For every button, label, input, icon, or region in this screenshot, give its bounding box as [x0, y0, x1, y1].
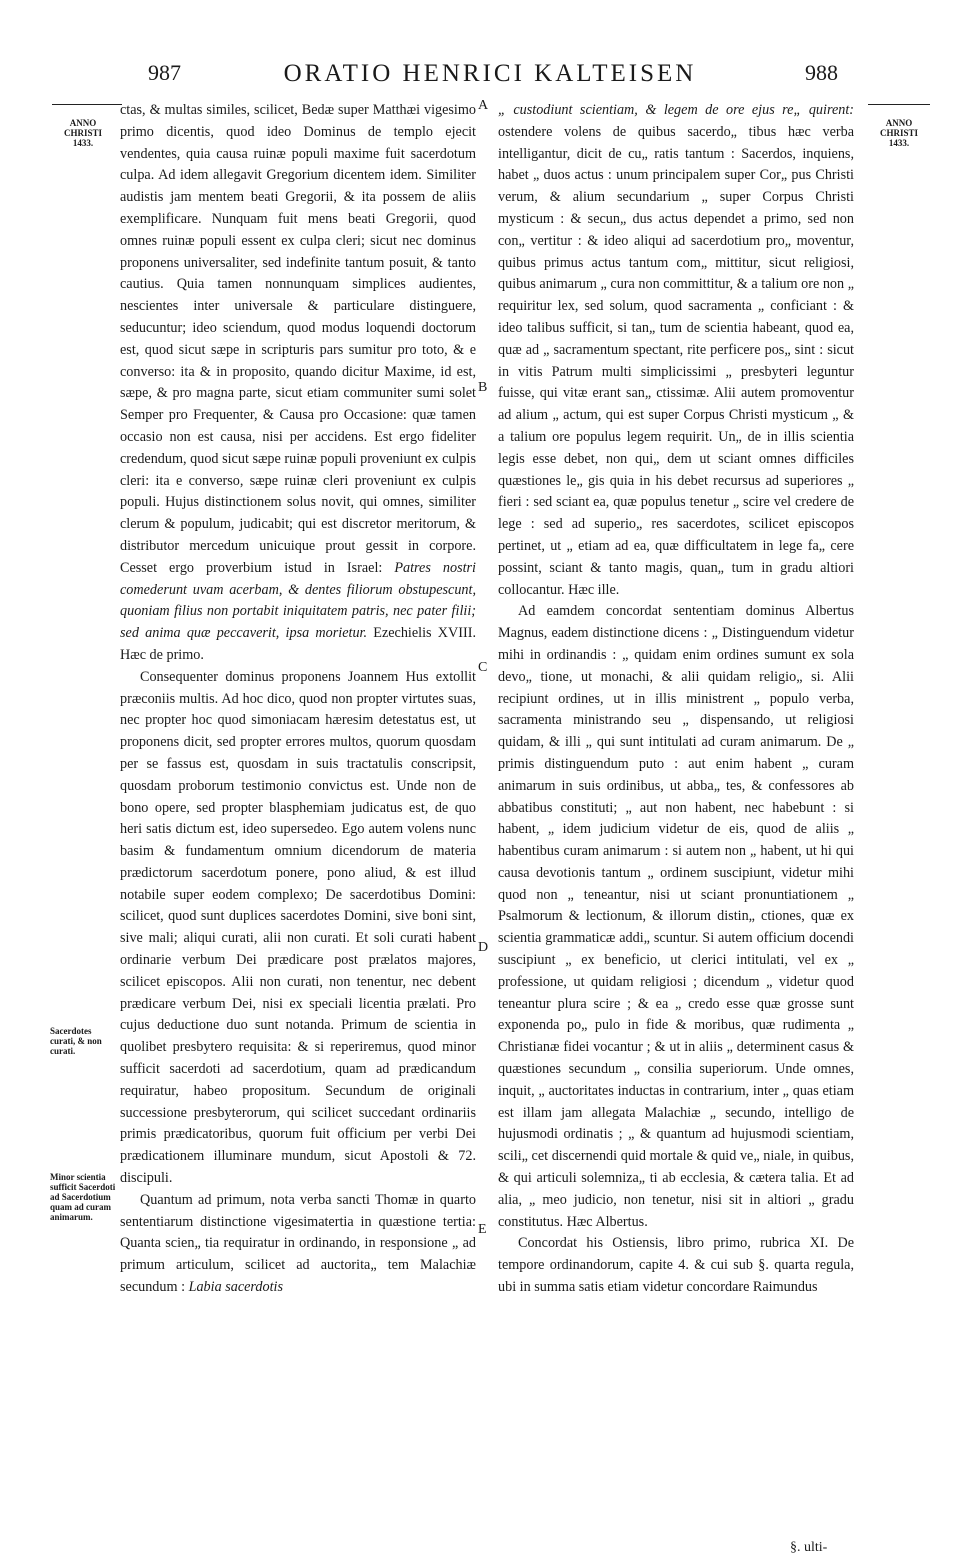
- section-letter-e: E: [478, 1222, 487, 1237]
- anno-label: ANNO: [885, 118, 913, 128]
- year-label: 1433.: [888, 138, 910, 148]
- anno-christi-left: [52, 118, 114, 148]
- left-paragraph-1-text: ctas, & multas similes, scilicet, Bedæ super Matthæi vigesimo primo dicentis, quod ideo Dominus de templo ejecit vendentes, quia causa ruinæ populi maxime fuit sacerdotum culpa. Ad idem allegavit Gregorium dicentem idem. Similiter audistis jam mentem beati Gregorii, & ita possem de aliis exemplificare. Nunquam fuit mens beati Gregorii, quod omnes ruinæ populi essent ex culpa cleri; sicut nec dominus proponens universaliter, sed indefinite tantum posuit, & tanto cautius. Quia tamen nonnunquam simplices audientes, nescientes inter universale & particulare distinguere, seducuntur; ideo sciendum, quod modus loquendi doctorum est, quod sicut sæpe in scripturis pars sumitur pro toto, & e converso: ita & in proposito, quando dicitur Maxime, id est, sæpe, & pro magna parte, sicut etiam communiter sumi solet Semper pro Frequenter, & Causa pro Occasione: quæ tamen occasio non est causa, nisi per accidens. Est ergo fideliter credendum, quod sicut sæpe ruinæ populi proveniunt ex culpis cleri: ita e converso, sæpe ruinæ cleri proveniunt ex culpis populi. Hujus distinctionem solus novit, qui omnes, similiter clerum & populum, judicabit; qui est discretor meritorum, & distributor mercedum unicuique prout gessit in corpore. Cesset ergo proverbium istud in Israel:: [120, 102, 476, 576]
- right-paragraph-1-quote: „ custodiunt scientiam, & legem de ore ejus re„ quirent:: [498, 102, 854, 118]
- right-paragraph-1: [498, 100, 854, 601]
- margin-note-sacerdotes: Sacerdotes curati, & non curati.: [50, 1026, 102, 1056]
- section-letter-d: D: [478, 940, 489, 955]
- margin-note-minor-scientia: Minor scientia sufficit Sacerdoti ad Sacerdotium quam ad curam animarum.: [50, 1172, 116, 1222]
- anno-christi-right: [868, 118, 930, 148]
- page-number-right: 988: [805, 60, 838, 85]
- left-paragraph-1: [120, 100, 476, 667]
- right-paragraph-2: Ad eamdem concordat sententiam dominus Albertus Magnus, eadem distinctione dicens : „ Distinguendum videtur mihi in ordinandis : „ quidam enim ordines sumunt ex sola devo„ tione, ut monachi, & alii quidam religio„ si. Alii recipiunt ordines, ut in illis ministrent „ populo verba, sacramenta ministrando seu „ dispensando, ut religiosi quidam, & illi „ qui sunt intitulati ad curam animarum. De „ primis distinguendum puto : aut enim habent „ curam animarum in suis ordinibus, ut abba„ tes, & confessores ab abbatibus constituti; „ aut non habent, nec habebunt : si habent, „ idem judicium videtur de eis, quod de aliis „ habentibus curam animarum : si autem non „ habent, ut hi qui causa devotionis tantum „ ordinem suscipiunt, videtur mihi quod non „ teneantur, nisi ut sciant pronuntiationem „ Psalmorum & lectionum, & illorum distin„ ctiones, quæ ex scientia grammaticæ addi„ scuntur. Si autem officium docendi suscipiunt „ ex beneficio, ut clerici intitulati, vel ex „ professione, ut quidam religiosi ; dicendum „ videtur quod teneantur plura scire ; & ea „ credo esse quæ grosse sunt exponenda po„ pulo in fide & moribus, quæ rudimenta „ Christianæ fidei vocantur ; & ut in aliis „ determinent casus & quæstiones secundum „ consilia superiorum. Unde omnes, inquit, „ auctoritates inductas in contrarium, inter „ quas etiam est illam jam allegata Malachiæ „ secundo, intelligo de hujusmodi ordinatis ; „ & quantum ad hujusmodi scientiam, scili„ cet discernendi quid mortale & quid ve„ niale, in quibus, & qui articuli solemniza„ ti ab ecclesia, & cætera talia. Et ad alia, „ meo judicio, non tenetur, nisi sit in altiori „ gradu constitutus. Hæc Albertus.: [498, 603, 854, 1230]
- section-letter-a: A: [478, 98, 489, 113]
- christi-label: CHRISTI: [63, 128, 102, 138]
- anno-label: ANNO: [69, 118, 97, 128]
- left-paragraph-1-end: Ezechielis XVIII. Hæc de primo.: [120, 625, 477, 663]
- header-rule-right: [868, 104, 930, 105]
- page-number-left: 987: [148, 60, 181, 85]
- left-paragraph-3-text: Quantum ad primum, nota verba sancti Thomæ in quarto sententiarum distinctione vigesimatertia in quæstione tertia: Quanta scien„ tia requiratur in ordinando, in responsione „ ad primum articulum, scilicet ad auctorita„ tem Malachiæ secundum :: [120, 1191, 476, 1296]
- section-letter-b: B: [478, 380, 488, 395]
- left-paragraph-1-quote: Patres nostri comederunt uvam acerbam, & dentes filiorum obstupescunt, quoniam filius non portabit iniquitatem patris, nec pater filii; sed anima quæ peccaverit, ipsa morietur.: [120, 559, 477, 642]
- header-rule-left: [52, 104, 122, 105]
- left-column: [120, 100, 476, 1299]
- right-paragraph-1-text: ostendere volens de quibus sacerdo„ tibus hæc verba intelligantur, dicit de cu„ ratis tantum : Sacerdos, inquiens, habet „ duos actus : unum principalem super Cor„ pus Christi verum, & alium secundarium „ super Corpus Christi mysticum : & secun„ dus actus dependet a primo, sed non con„ vertitur : & ideo aliqui ad sacerdotium pro„ moventur, quibus primus actus tantum com„ mittitur, sicut religiosi, quibus animarum „ cura non committitur, & a talium ore non „ requiritur lex, sed solum, quod sacramenta „ conficiant : & ideo talibus sufficit, si tan„ tum de scientia habeant, quod ea, quæ ad „ sacramentum spectant, rite perficere pos„ sint : sicut in vitis Patrum multi simplicissimi „ presbyteri leguntur fuisse, qui vitæ erant san„ ctissimæ. Alii autem promoventur ad alium „ actum, qui est super Corpus Christi mysticum „ & a talium ore populus legem requirit. Un„ de in illis scientia legis esse debet, non qui„ dem ut sciant omnes difficiles quæstiones le„ gis quia in his debet recursus ad superiores „ fieri : sed sciant ea, quæ populus tenetur „ scire vel credere de lege : sed ad superio„ res sacerdotes, scilicet episcopos pertinet, ut „ etiam ad ea, quæ difficultatem in lege fa„ cere possint, sciant & tanto magis, quan„ tum in gradu altiori collocantur. Hæc ille.: [498, 123, 854, 598]
- left-paragraph-3-quote: Labia sacerdotis: [188, 1279, 284, 1296]
- left-paragraph-3: [120, 1190, 476, 1299]
- running-title: ORATIO HENRICI KALTEISEN: [283, 60, 697, 87]
- left-paragraph-2: Consequenter dominus proponens Joannem Hus extollit præconiis multis. Ad hoc dico, quod non propter virtutes suas, nec propter hoc quod simoniacam hæresim detestatus est, ut proponens dicit, sed propter errores multos, quorum quosdam per se fassus est, quosdam in suis tractatulis conscripsit, quosdam proborum testimonio convictus est. Unde non de bono opere, sed propter blasphemiam judicatus est, de quo heri satis dictum est, ideo supersedeo. Ego autem volens nunc basim & fundamentum omnium dicendorum de materia prædictorum sacerdotum ponere, pono aliud, & est illud notabile super eodem complexo; De sacerdotibus Domini: scilicet, quod sunt duplices sacerdotes Domini, sive boni sint, sive mali; aliqui curati, alii non curati. Et soli curati habent ordinarie verbum Dei prædicare post prælatos majores, scilicet episcopos. Alii non curati, non tenentur, nec debent prædicare verbum Dei, nisi ex speciali licentia prælati. Pro cujus deductione duo sunt notanda. Primum de scientia in quolibet presbytero requisita: & si reperiremus, quod minor sufficit sacerdoti ad sacerdotium, quam ad prædicandum requiratur, habeo propositum. Secundum de originali successione presbyterorum, qui scilicet succedant ordinariis primis prædicatoribus, quorum fuit officium per verbi Dei prædicationem illuminare mundum, sicut Apostoli & 72. discipuli.: [120, 668, 476, 1187]
- christi-label: CHRISTI: [879, 128, 918, 138]
- catchword: §. ulti-: [790, 1540, 828, 1555]
- right-column: [498, 100, 854, 1299]
- running-header: [0, 60, 960, 100]
- section-letter-c: C: [478, 660, 488, 675]
- right-paragraph-3: Concordat his Ostiensis, libro primo, rubrica XI. De tempore ordinandorum, capite 4. & cui sub §. quarta regula, ubi in summa satis etiam videtur concordare Raimundus: [498, 1235, 854, 1296]
- year-label: 1433.: [72, 138, 94, 148]
